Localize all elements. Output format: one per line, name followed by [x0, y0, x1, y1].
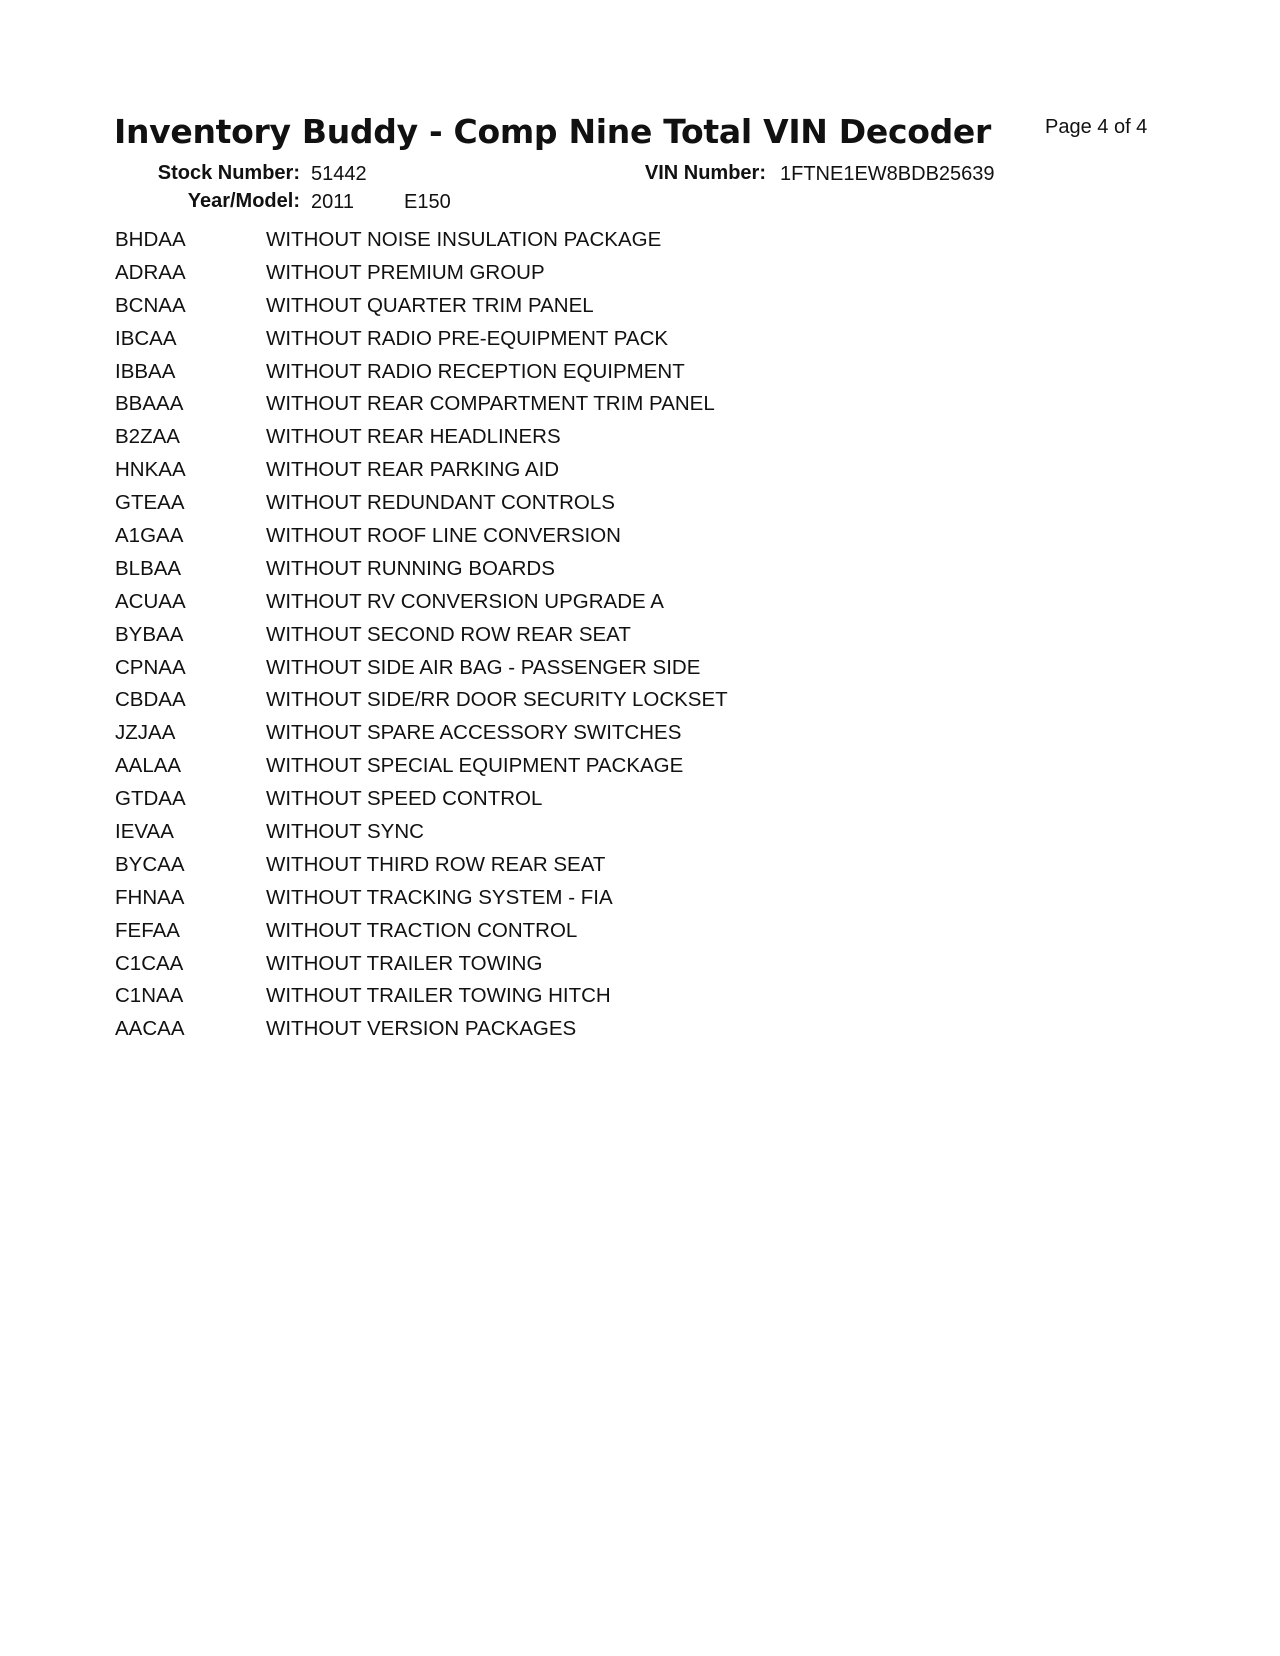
- option-description: WITHOUT SPEED CONTROL: [266, 787, 543, 811]
- option-row: [115, 524, 728, 557]
- option-code: FEFAA: [115, 918, 180, 942]
- option-description: WITHOUT RADIO PRE-EQUIPMENT PACK: [266, 326, 669, 350]
- option-row: [115, 787, 728, 820]
- option-description: WITHOUT NOISE INSULATION PACKAGE: [266, 228, 662, 251]
- option-row: [115, 458, 728, 491]
- option-code: HNKAA: [115, 458, 186, 482]
- option-code: BYBAA: [115, 622, 184, 646]
- option-row: [115, 919, 728, 952]
- option-row: [115, 425, 728, 458]
- option-code: GTEAA: [115, 491, 185, 515]
- option-description: WITHOUT SPARE ACCESSORY SWITCHES: [266, 721, 682, 745]
- stock-number-value: 51442: [311, 163, 367, 185]
- option-description: WITHOUT ROOF LINE CONVERSION: [266, 524, 621, 548]
- model-value: E150: [404, 191, 451, 213]
- option-description: WITHOUT SPECIAL EQUIPMENT PACKAGE: [266, 754, 684, 778]
- option-row: [115, 952, 728, 985]
- option-code: IBBAA: [115, 359, 176, 383]
- page-number: Page 4 of 4: [1045, 116, 1148, 138]
- option-row: [115, 590, 728, 623]
- option-row: [115, 327, 728, 360]
- option-row: [115, 392, 728, 425]
- option-description: WITHOUT REAR HEADLINERS: [266, 425, 561, 449]
- stock-number-label: Stock Number:: [157, 162, 300, 184]
- option-description: WITHOUT TRACKING SYSTEM - FIA: [266, 885, 613, 909]
- option-row: [115, 228, 728, 261]
- option-description: WITHOUT SECOND ROW REAR SEAT: [266, 622, 631, 646]
- option-description: WITHOUT TRAILER TOWING HITCH: [266, 984, 611, 1008]
- option-description: WITHOUT RUNNING BOARDS: [266, 556, 555, 580]
- option-code: AACAA: [115, 1017, 185, 1041]
- option-row: [115, 623, 728, 656]
- option-row: [115, 491, 728, 524]
- option-row: [115, 656, 728, 689]
- option-row: [115, 688, 728, 721]
- option-code: A1GAA: [115, 524, 184, 548]
- option-code: FHNAA: [115, 885, 185, 909]
- option-description: WITHOUT RV CONVERSION UPGRADE A: [266, 589, 664, 613]
- option-description: WITHOUT VERSION PACKAGES: [266, 1017, 577, 1041]
- option-code: BCNAA: [115, 293, 186, 317]
- option-description: WITHOUT TRAILER TOWING: [266, 951, 543, 975]
- option-description: WITHOUT PREMIUM GROUP: [266, 260, 545, 284]
- option-description: WITHOUT SYNC: [266, 820, 424, 844]
- option-code: ACUAA: [115, 589, 186, 613]
- year-value: 2011: [311, 191, 355, 213]
- option-row: [115, 294, 728, 327]
- option-description: WITHOUT REAR COMPARTMENT TRIM PANEL: [266, 392, 715, 416]
- option-code: CBDAA: [115, 688, 186, 712]
- option-row: [115, 820, 728, 853]
- option-description: WITHOUT REAR PARKING AID: [266, 458, 560, 482]
- option-row: [115, 721, 728, 754]
- option-code: IEVAA: [115, 820, 174, 844]
- option-row: [115, 557, 728, 590]
- option-code: CPNAA: [115, 655, 186, 679]
- option-row: [115, 360, 728, 393]
- option-code: BLBAA: [115, 556, 182, 580]
- option-description: WITHOUT SIDE AIR BAG - PASSENGER SIDE: [266, 655, 701, 679]
- option-code: AALAA: [115, 754, 182, 778]
- option-code: B2ZAA: [115, 425, 180, 449]
- option-code: BYCAA: [115, 852, 185, 876]
- year-model-label: Year/Model:: [187, 190, 300, 212]
- option-description: WITHOUT REDUNDANT CONTROLS: [266, 491, 615, 515]
- option-row: [115, 261, 728, 294]
- option-code: BHDAA: [115, 228, 186, 251]
- option-row: [115, 754, 728, 787]
- option-description: WITHOUT RADIO RECEPTION EQUIPMENT: [266, 359, 685, 383]
- option-code: ADRAA: [115, 260, 186, 284]
- report-title: Inventory Buddy - Comp Nine Total VIN Decoder: [114, 112, 991, 151]
- option-code: GTDAA: [115, 787, 186, 811]
- option-description: WITHOUT TRACTION CONTROL: [266, 918, 578, 942]
- option-code: C1NAA: [115, 984, 184, 1008]
- vin-number-value: 1FTNE1EW8BDB25639: [780, 163, 995, 185]
- vin-number-label: VIN Number:: [644, 162, 766, 184]
- option-description: WITHOUT THIRD ROW REAR SEAT: [266, 852, 606, 876]
- option-row: [115, 1017, 728, 1050]
- option-code: IBCAA: [115, 326, 177, 350]
- option-row: [115, 886, 728, 919]
- option-code: JZJAA: [115, 721, 176, 745]
- option-description: WITHOUT SIDE/RR DOOR SECURITY LOCKSET: [266, 688, 728, 712]
- option-code: BBAAA: [115, 392, 184, 416]
- option-row: [115, 984, 728, 1017]
- option-code-list: [115, 228, 728, 1050]
- option-row: [115, 853, 728, 886]
- option-code: C1CAA: [115, 951, 184, 975]
- option-description: WITHOUT QUARTER TRIM PANEL: [266, 293, 594, 317]
